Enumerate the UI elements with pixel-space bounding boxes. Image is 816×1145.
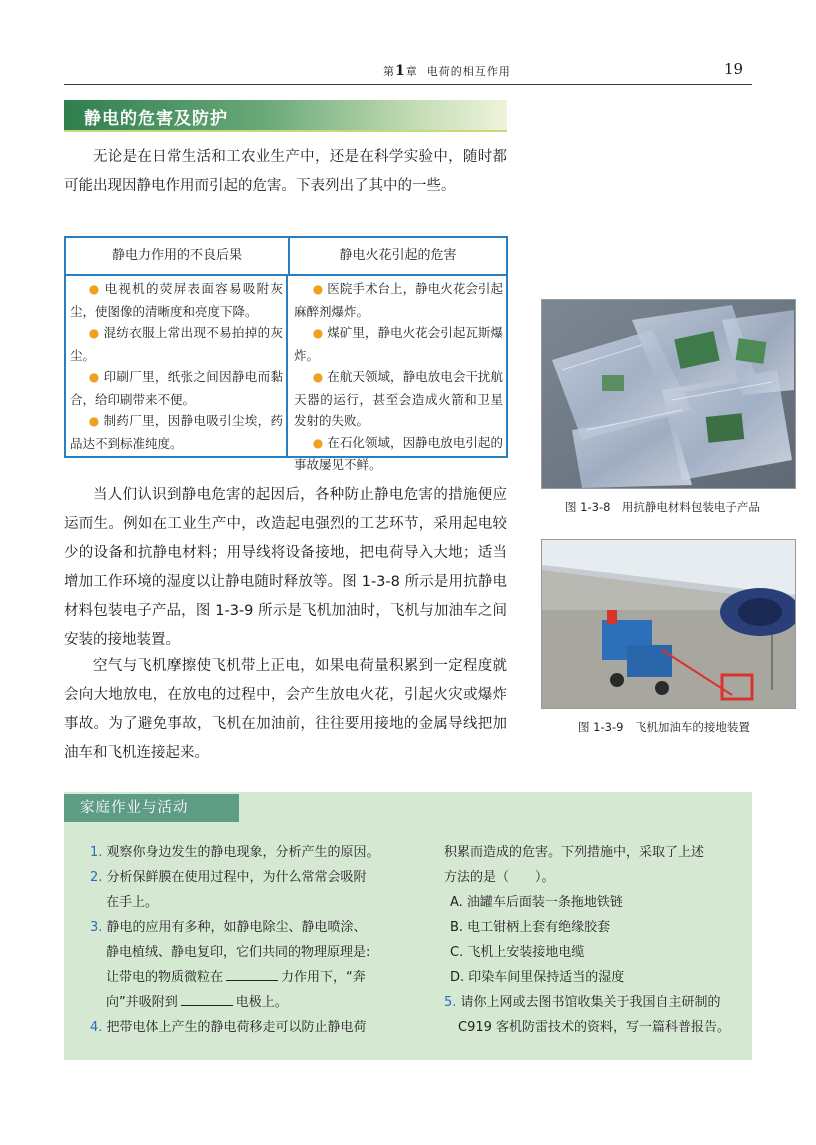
- bullet-icon: ●: [312, 326, 324, 340]
- running-header-chapter: [383, 63, 511, 79]
- table-column-static-force: [66, 276, 288, 456]
- question-3-cont: 让带电的物质微粒在 力作用下，“奔: [90, 965, 420, 990]
- table-cell: ● 煤矿里，静电火花会引起瓦斯爆炸。: [294, 325, 503, 363]
- table-cell: ● 电视机的荧屏表面容易吸附灰尘，使图像的清晰度和亮度下降。: [70, 281, 283, 319]
- question-3-cont: 静电植绒、静电复印，它们共同的物理原理是:: [106, 945, 371, 960]
- bullet-icon: ●: [88, 282, 101, 296]
- aircraft-refueling-photo: [541, 539, 796, 709]
- table-cell: ● 在航天领域，静电放电会干扰航天器的运行，甚至会造成火箭和卫星发射的失败。: [294, 369, 503, 428]
- table-cell: ● 在石化领域，因静电放电引起的事故屡见不鲜。: [294, 434, 503, 472]
- homework-right-column: [444, 840, 744, 1040]
- question-4: 4. 把带电体上产生的静电荷移走可以防止静电荷: [90, 1020, 367, 1035]
- question-4-cont: 方法的是（ ）。: [444, 870, 555, 885]
- homework-left-column: [90, 840, 420, 1040]
- page-number: 19: [724, 60, 744, 78]
- question-4-option-b: B. 电工钳柄上套有绝缘胶套: [450, 920, 611, 935]
- bullet-icon: ●: [312, 282, 324, 296]
- antistatic-packaging-photo: [541, 299, 796, 489]
- question-5: 5. 请你上网或去图书馆收集关于我国自主研制的: [444, 995, 721, 1010]
- table-cell: ● 混纺衣服上常出现不易拍掉的灰尘。: [70, 325, 283, 363]
- table-cell: ● 医院手术台上，静电火花会引起麻醉剂爆炸。: [294, 281, 503, 319]
- question-2: 2. 分析保鲜膜在使用过程中，为什么常常会吸附: [90, 870, 367, 885]
- table-header-static-force: 静电力作用的不良后果: [66, 238, 290, 276]
- question-4-option-a: A. 油罐车后面装一条拖地铁链: [450, 895, 623, 910]
- question-3: 3. 静电的应用有多种，如静电除尘、静电喷涂、: [90, 920, 367, 935]
- question-1: 1. 观察你身边发生的静电现象，分析产生的原因。: [90, 845, 380, 860]
- chapter-title: 电荷的相互作用: [426, 65, 511, 78]
- homework-title: 家庭作业与活动: [64, 794, 239, 822]
- figure-caption: 图 1-3-8 用抗静电材料包装电子产品: [565, 500, 760, 514]
- chapter-number: 1: [395, 63, 406, 79]
- figure-caption: 图 1-3-9 飞机加油车的接地装置: [578, 720, 750, 734]
- question-5-cont: C919 客机防雷技术的资料，写一篇科普报告。: [458, 1020, 731, 1035]
- fill-blank[interactable]: [226, 966, 278, 981]
- question-4-option-d: D. 印染车间里保持适当的湿度: [450, 970, 625, 985]
- table-column-static-spark: [290, 276, 506, 472]
- section-title: 静电的危害及防护: [84, 109, 228, 129]
- table-cell: ● 制药厂里，因静电吸引尘埃，药品达不到标准纯度。: [70, 413, 283, 451]
- body-paragraph-1: 当人们认识到静电危害的起因后，各种防止静电危害的措施便应运而生。例如在工业生产中，改造起电强烈的工艺环节，采用起电较少的设备和抗静电材料；用导线将设备接地，把电荷导入大地；适当增加工作环境的湿度以让静电随时释放等。图 1-3-8 所示是用抗静电材料包装电子产品，图 1-3-9 所示是飞机加油时，飞机与加油车之间安装的接地装置。: [64, 487, 507, 648]
- bullet-icon: ●: [312, 370, 324, 384]
- question-3-cont: 向”并吸附到 电极上。: [90, 990, 420, 1015]
- question-4-option-c: C. 飞机上安装接地电缆: [450, 945, 585, 960]
- bullet-icon: ●: [88, 326, 100, 340]
- table-header-static-spark: 静电火花引起的危害: [290, 238, 506, 276]
- hazard-table: [64, 236, 508, 472]
- section-banner: [64, 100, 507, 132]
- fill-blank[interactable]: [181, 991, 233, 1006]
- table-cell: ● 印刷厂里，纸张之间因静电而黏合，给印刷带来不便。: [70, 369, 283, 407]
- bullet-icon: ●: [312, 435, 324, 450]
- body-paragraph-2: 空气与飞机摩擦使飞机带上正电，如果电荷量积累到一定程度就会向大地放电，在放电的过程中，会产生放电火花，引起火灾或爆炸事故。为了避免事故，飞机在加油前，往往要用接地的金属导线把加油车和飞机连接起来。: [64, 658, 507, 761]
- question-2-cont: 在手上。: [106, 895, 159, 910]
- intro-paragraph: 无论是在日常生活和工农业生产中，还是在科学实验中，随时都可能出现因静电作用而引起的危害。下表列出了其中的一些。: [64, 149, 507, 194]
- chapter-prefix: 第: [383, 65, 395, 78]
- bullet-icon: ●: [88, 370, 100, 384]
- chapter-suffix: 章: [405, 65, 418, 78]
- bullet-icon: ●: [88, 414, 100, 428]
- question-4-cont: 积累而造成的危害。下列措施中，采取了上述: [444, 845, 705, 860]
